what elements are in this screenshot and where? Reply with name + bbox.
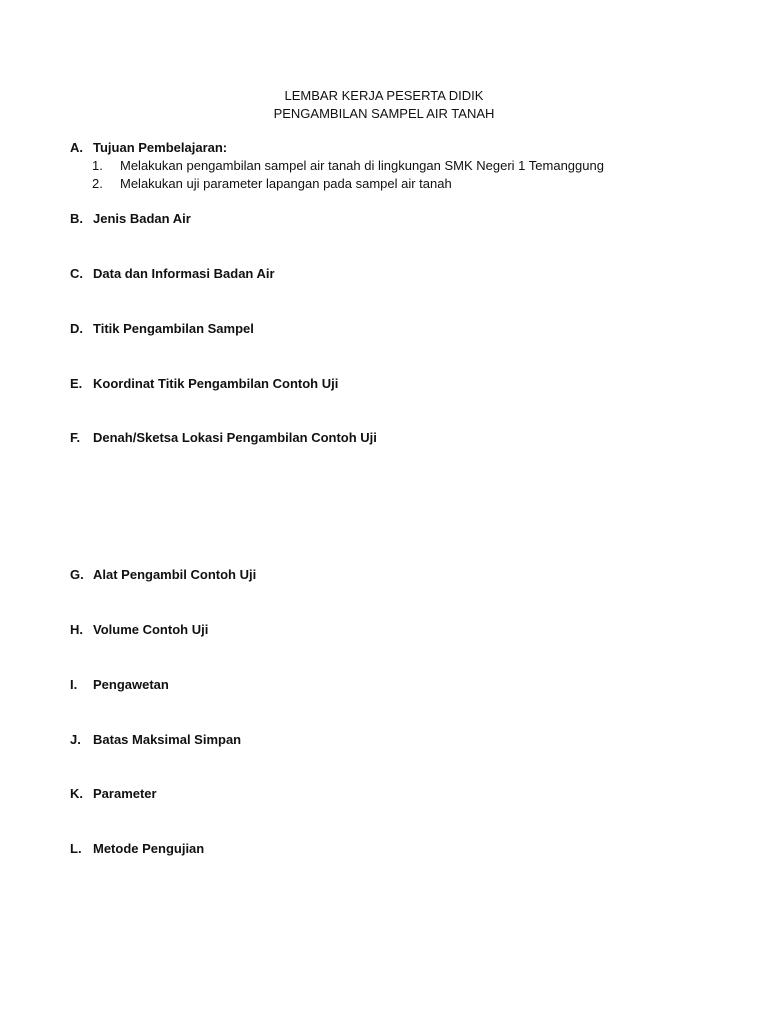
section-h	[70, 621, 208, 638]
objective-item-1	[92, 157, 604, 174]
section-letter: L.	[70, 841, 82, 856]
section-label: Data dan Informasi Badan Air	[93, 266, 275, 281]
section-letter: A.	[70, 140, 83, 155]
section-g	[70, 566, 256, 583]
title-line-2: PENGAMBILAN SAMPEL AIR TANAH	[273, 106, 495, 121]
section-j	[70, 731, 241, 748]
section-label: Metode Pengujian	[93, 841, 205, 856]
section-label: Denah/Sketsa Lokasi Pengambilan Contoh Uji	[93, 430, 377, 445]
section-label: Parameter	[93, 786, 157, 801]
section-label: Titik Pengambilan Sampel	[93, 321, 254, 336]
section-label: Pengawetan	[93, 677, 169, 692]
section-letter: H.	[70, 622, 83, 637]
section-letter: I.	[70, 677, 78, 692]
section-label: Alat Pengambil Contoh Uji	[93, 567, 257, 582]
section-letter: F.	[70, 430, 81, 445]
objective-number: 1.	[92, 158, 103, 173]
section-i	[70, 676, 169, 693]
objective-text: Melakukan pengambilan sampel air tanah di lingkungan SMK Negeri 1 Temanggung	[120, 158, 604, 173]
section-letter: C.	[70, 266, 83, 281]
section-label: Jenis Badan Air	[93, 211, 191, 226]
section-letter: G.	[70, 567, 84, 582]
section-l	[70, 840, 204, 857]
section-e	[70, 375, 338, 392]
section-label: Volume Contoh Uji	[93, 622, 209, 637]
section-letter: E.	[70, 376, 83, 391]
section-f	[70, 429, 377, 446]
section-letter: B.	[70, 211, 83, 226]
objective-text: Melakukan uji parameter lapangan pada sampel air tanah	[120, 176, 452, 191]
section-k	[70, 785, 157, 802]
section-letter: J.	[70, 732, 81, 747]
section-letter: D.	[70, 321, 83, 336]
section-b	[70, 210, 191, 227]
objective-item-2	[92, 175, 452, 192]
title-line-1: LEMBAR KERJA PESERTA DIDIK	[284, 88, 484, 103]
section-label: Tujuan Pembelajaran:	[93, 140, 228, 155]
section-label: Batas Maksimal Simpan	[93, 732, 242, 747]
objective-number: 2.	[92, 176, 103, 191]
section-a	[70, 139, 227, 156]
section-d	[70, 320, 254, 337]
section-letter: K.	[70, 786, 83, 801]
section-c	[70, 265, 275, 282]
section-label: Koordinat Titik Pengambilan Contoh Uji	[93, 376, 339, 391]
